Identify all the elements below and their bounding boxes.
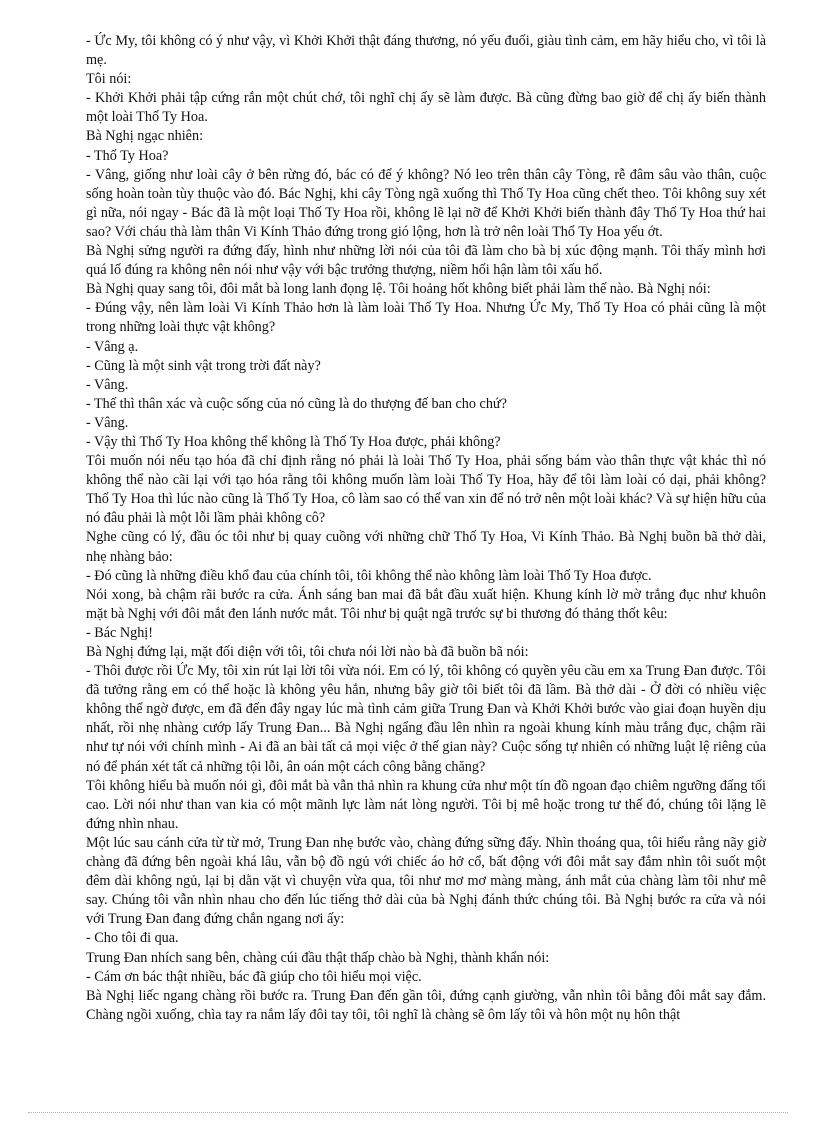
paragraph: - Cám ơn bác thật nhiều, bác đã giúp cho tôi hiểu mọi việc. [86, 968, 422, 985]
paragraph: - Vâng ạ. [86, 338, 139, 355]
paragraph: Tôi không hiểu bà muốn nói gì, đôi mắt bà vẫn thả nhìn ra khung cửa như một tín đồ ngoan đạo chiêm ngưỡng đấng tối cao. Lời nói như than van kia có một mãnh lực làm nát lòng người. Tôi bị mê hoặc trong tư thế đó, chúng tôi lặng lẽ đứng nhìn nhau. [86, 777, 766, 832]
paragraph: Bà Nghị quay sang tôi, đôi mắt bà long lanh đọng lệ. Tôi hoảng hốt không biết phải làm thế nào. Bà Nghị nói: [86, 281, 711, 298]
paragraph: - Bác Nghị! [86, 624, 153, 641]
paragraph: - Khởi Khởi phải tập cứng rắn một chút chớ, tôi nghĩ chị ấy sẽ làm được. Bà cũng đừng bao giờ để chị ấy biến thành một loài Thố Ty Hoa. [86, 90, 766, 126]
document-page [86, 32, 766, 1025]
paragraph: - Vâng, giống như loài cây ở bên rừng đó, bác có để ý không? Nó leo trên thân cây Tòng, rễ đâm sâu vào thân, cuộc sống hoàn toàn tùy thuộc vào đó. Bác Nghị, khi cây Tòng ngã xuống thì Thố Ty Hoa cũng chết theo. Tôi không suy xét gì nữa, nói ngay - Bác đã là một loại Thố Ty Hoa rồi, không lẽ lại nỡ để Khởi Khởi biến thành đây Thố Ty Hoa thứ hai sao? Với cháu thà làm thân Vi Kính Thảo đứng trong gió lộng, hơn là trở nên loài Thố Ty Hoa yếu ớt. [86, 166, 766, 240]
paragraph: Bà Nghị sửng người ra đứng đấy, hình như những lời nói của tôi đã làm cho bà bị xúc động mạnh. Tôi thấy mình hơi quá lố đúng ra không nên nói như vậy với bậc trưởng thượng, niềm hối hận làm tôi xấu hổ. [86, 243, 766, 279]
page-bottom-divider [28, 1112, 788, 1113]
paragraph: - Thế thì thân xác và cuộc sống của nó cũng là do thượng đế ban cho chứ? [86, 395, 507, 412]
paragraph: - Thố Ty Hoa? [86, 147, 169, 164]
paragraph: Trung Đan nhích sang bên, chàng cúi đầu thật thấp chào bà Nghị, thành khẩn nói: [86, 949, 550, 966]
paragraph: - Vâng. [86, 376, 129, 393]
paragraph: - Thôi được rồi Ức My, tôi xin rút lại lời tôi vừa nói. Em có lý, tôi không có quyền yêu cầu em xa Trung Đan được. Tôi đã tưởng rằng em có thể hoặc là không yêu hắn, nhưng bây giờ tôi biết tôi đã lầm. Bà thở dài - Ở đời có nhiều việc không thể ngờ được, em đã đến đây ngay lúc mà tình cảm giữa Trung Đan và Khởi Khởi bước vào giai đoạn huyền dịu nhất, rồi nhẹ nhàng cướp lấy Trung Đan... Bà Nghị ngẩng đầu lên nhìn ra ngoài khung kính màu trắng đục, chậm rãi như tự nói với chính mình - Ai đã an bài tất cả mọi việc ở thế gian này? Cuộc sống tự nhiên có những luật lệ riêng của nó để phán xét tất cả những tội lỗi, ân oán một cách công bằng chăng? [86, 663, 766, 775]
paragraph: - Ức My, tôi không có ý như vậy, vì Khởi Khởi thật đáng thương, nó yếu đuối, giàu tình cảm, em hãy hiểu cho, vì tôi là mẹ. [86, 33, 766, 69]
paragraph: Bà Nghị liếc ngang chàng rồi bước ra. Trung Đan đến gần tôi, đứng cạnh giường, vẫn nhìn tôi bằng đôi mắt say đắm. Chàng ngồi xuống, chìa tay ra nắm lấy đôi tay tôi, tôi nghĩ là chàng sẽ ôm lấy tôi và hôn một nụ hôn thật [86, 987, 766, 1023]
paragraph: - Vâng. [86, 414, 129, 431]
paragraph: Nói xong, bà chậm rãi bước ra cửa. Ánh sáng ban mai đã bắt đầu xuất hiện. Khung kính lờ mờ trắng đục như khuôn mặt bà Nghị với đôi mắt đen lánh nước mắt. Tôi như bị quật ngã trước sự bi thương đó thảng thốt kêu: [86, 586, 766, 622]
paragraph: Bà Nghị đứng lại, mặt đối diện với tôi, tôi chưa nói lời nào bà đã buồn bã nói: [86, 644, 529, 660]
paragraph: - Cũng là một sinh vật trong trời đất này? [86, 357, 321, 374]
paragraph: - Đúng vậy, nên làm loài Vi Kính Thảo hơn là làm loài Thố Ty Hoa. Nhưng Ức My, Thố Ty Hoa có phải cũng là một trong những loài thực vật không? [86, 300, 766, 336]
paragraph: Nghe cũng có lý, đầu óc tôi như bị quay cuồng với những chữ Thố Ty Hoa, Vi Kính Thảo. Bà Nghị buồn bã thở dài, nhẹ nhàng bảo: [86, 529, 766, 565]
paragraph: - Cho tôi đi qua. [86, 930, 179, 947]
paragraph: Bà Nghị ngạc nhiên: [86, 128, 204, 145]
paragraph: - Vậy thì Thố Ty Hoa không thể không là Thố Ty Hoa được, phải không? [86, 433, 501, 450]
paragraph: - Đó cũng là những điều khổ đau của chính tôi, tôi không thể nào không làm loài Thố Ty Hoa được. [86, 567, 652, 584]
paragraph: Tôi muốn nói nếu tạo hóa đã chỉ định rằng nó phải là loài Thố Ty Hoa, phải sống bám vào thân thực vật khác thì nó không thể nào cãi lại với tạo hóa rằng tôi không muốn làm loài Thố Ty Hoa, hãy để tôi làm loài có dại, phải không? Thố Ty Hoa thì lúc nào cũng là Thố Ty Hoa, cô làm sao có thể van xin để nó trở nên một loài khác? Và sự hiện hữu của nó đâu phải là một lỗi lầm phải không cô? [86, 453, 766, 527]
paragraph: Một lúc sau cánh cửa từ từ mở, Trung Đan nhẹ bước vào, chàng đứng sững đấy. Nhìn thoáng qua, tôi hiểu rằng nãy giờ chàng đã đứng bên ngoài khá lâu, vẫn bộ đồ ngủ với chiếc áo hở cổ, bất động với đôi mắt say đắm nhìn tôi suốt một đêm dài không ngủ, lại bị dằn vặt vì chuyện vừa qua, tôi như mơ mơ màng màng, ánh mắt của chàng làm tôi như mê say. Chúng tôi vẫn nhìn nhau cho đến lúc tiếng thở dài của bà Nghị đánh thức chúng tôi. Bà Nghị bước ra cửa và nói với Trung Đan đang đứng chắn ngang nơi ấy: [86, 834, 766, 928]
paragraph: Tôi nói: [86, 71, 132, 88]
